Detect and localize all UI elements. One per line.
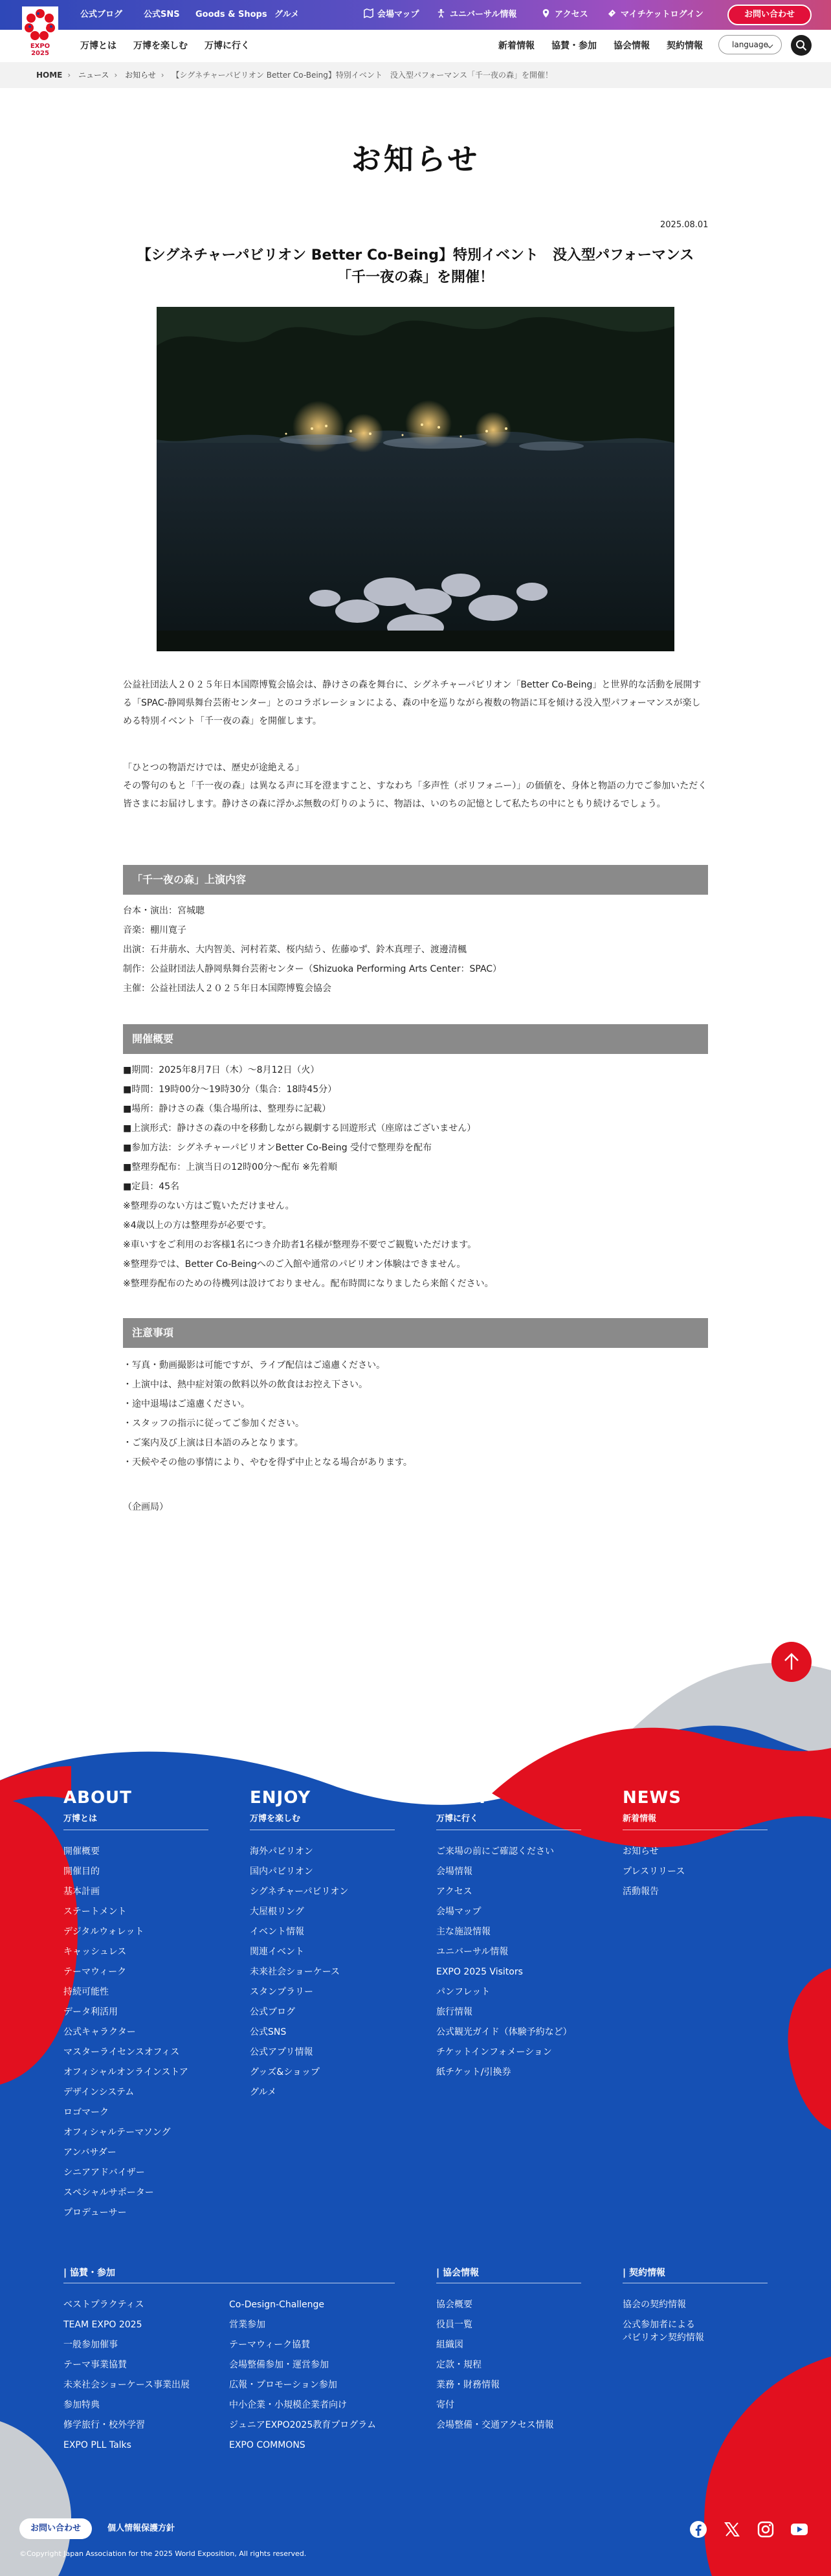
footer-sub-enjoy: 万博を楽しむ bbox=[250, 1814, 301, 1824]
footer-link[interactable]: 協会概要 bbox=[436, 2300, 472, 2310]
list-item: ■整理券配布：上演当日の12時00分～配布 ※先着順 bbox=[123, 1162, 338, 1172]
logo-text-year: 2025 bbox=[31, 50, 49, 57]
footer-link[interactable]: 組織図 bbox=[436, 2340, 463, 2350]
footer-link[interactable]: スタンプラリー bbox=[250, 1987, 313, 1997]
footer-contract-heading: | 契約情報 bbox=[623, 2268, 665, 2278]
footer-link[interactable]: ユニバーサル情報 bbox=[436, 1947, 509, 1957]
list-item: ・天候やその他の事情により、やむを得ず中止となる場合があります。 bbox=[123, 1457, 412, 1468]
footer-link[interactable]: 未来社会ショーケース bbox=[250, 1967, 340, 1977]
breadcrumb bbox=[0, 62, 831, 88]
util-map-label: 会場マップ bbox=[377, 10, 419, 19]
list-item: ・ご案内及び上演は日本語のみとなります。 bbox=[123, 1438, 304, 1448]
article-date: 2025.08.01 bbox=[660, 220, 709, 230]
logo-text-expo: EXPO bbox=[30, 43, 50, 50]
footer-link[interactable]: 営業参加 bbox=[229, 2320, 265, 2330]
nav-about[interactable]: 万博とは bbox=[80, 41, 116, 51]
footer-link[interactable]: お知らせ bbox=[623, 1846, 659, 1857]
breadcrumb-notices[interactable]: お知らせ bbox=[125, 71, 156, 80]
footer-link[interactable]: 修学旅行・校外学習 bbox=[63, 2420, 145, 2430]
footer-link[interactable]: 国内パビリオン bbox=[250, 1866, 313, 1877]
footer-link[interactable]: テーマウィーク bbox=[63, 1967, 127, 1977]
chevron-right-icon: › bbox=[161, 71, 164, 80]
footer-link[interactable]: データ利活用 bbox=[63, 2007, 118, 2017]
footer-link[interactable]: シグネチャーパビリオン bbox=[250, 1887, 349, 1897]
footer-link[interactable]: 大屋根リング bbox=[250, 1907, 304, 1917]
list-item: ■時間：19時00分～19時30分（集合：18時45分） bbox=[123, 1084, 337, 1095]
footer-link[interactable]: 寄付 bbox=[436, 2400, 454, 2410]
notes-list bbox=[123, 1356, 708, 1472]
header-contact-button[interactable]: お問い合わせ bbox=[727, 5, 812, 25]
list-item: ※4歳以上の方は整理券が必要です。 bbox=[123, 1220, 272, 1231]
footer-link[interactable]: 海外パビリオン bbox=[250, 1846, 313, 1857]
footer-link[interactable]: オフィシャルテーマソング bbox=[63, 2127, 171, 2138]
footer-link[interactable]: 会場情報 bbox=[436, 1866, 472, 1877]
article-quote: 「ひとつの物語だけでは、歴史が途絶える」 その警句のもと「千一夜の森」は異なる声に耳を澄ますこと、すなわち「多声性（ポリフォニー）」の価値を、身体と物語の力でご参加いただく皆さまにお届けします。静けさの森に浮かぶ無数の灯りのように、物語は、いのちの記憶として私たちの中にともり続けるでしょう。 bbox=[123, 763, 707, 809]
map-icon bbox=[364, 8, 373, 18]
list-item: ・上演中は、熱中症対策の飲料以外の飲食はお控え下さい。 bbox=[123, 1380, 368, 1390]
footer-link[interactable]: 一般参加催事 bbox=[63, 2340, 118, 2350]
instagram-icon[interactable] bbox=[756, 2520, 775, 2539]
performance-list bbox=[123, 901, 708, 998]
search-button[interactable] bbox=[791, 35, 812, 56]
list-item: 台本・演出：宮城聰 bbox=[123, 906, 205, 916]
footer-link[interactable]: スペシャルサポーター bbox=[63, 2188, 154, 2198]
footer-link[interactable]: EXPO COMMONS bbox=[229, 2440, 305, 2450]
section-heading-performance: 「千一夜の森」上演内容 bbox=[123, 865, 708, 895]
footer-link[interactable]: 会場マップ bbox=[436, 1907, 482, 1917]
footer-heading-about: ABOUT bbox=[63, 1788, 132, 1808]
article-intro: 公益社団法人２０２５年日本国際博覧会協会は、静けさの森を舞台に、シグネチャーパビリオン「Better Co-Being」と世界的な活動を展開する「SPAC-静岡県舞台芸術センター」とのコラボレーションによる、森の中を巡りながら複数の物語に耳を傾ける没入型パフォーマンスが楽しめる特別イベント「千一夜の森」を開催します。 bbox=[123, 680, 702, 726]
list-item: ※車いすをご利用のお客様1名につき介助者1名様が整理券不要でご観覧いただけます。 bbox=[123, 1240, 477, 1250]
breadcrumb-news[interactable]: ニュース bbox=[78, 71, 109, 80]
nav-contract[interactable]: 契約情報 bbox=[667, 41, 703, 51]
footer-link[interactable]: 会場整備・交通アクセス情報 bbox=[436, 2420, 554, 2430]
footer-contact-button[interactable]: お問い合わせ bbox=[19, 2518, 92, 2539]
footer-link[interactable]: アンバサダー bbox=[63, 2147, 116, 2158]
footer-link[interactable]: 役員一覧 bbox=[436, 2320, 472, 2330]
ticket-icon bbox=[607, 8, 617, 18]
nav-news[interactable]: 新着情報 bbox=[498, 41, 535, 51]
nav-sponsor[interactable]: 協賛・参加 bbox=[551, 41, 597, 51]
footer-link[interactable]: 業務・財務情報 bbox=[436, 2380, 500, 2390]
util-universal-link[interactable] bbox=[436, 0, 516, 30]
footer-sponsor-heading: | 協賛・参加 bbox=[63, 2268, 115, 2278]
list-item: ・スタッフの指示に従ってご参加ください。 bbox=[123, 1418, 304, 1429]
footer-link[interactable]: ロゴマーク bbox=[63, 2107, 109, 2118]
footer-link[interactable]: 公式アプリ情報 bbox=[250, 2047, 313, 2057]
search-icon bbox=[791, 35, 812, 56]
list-item: 出演：石井萠水、大内智美、河村若菜、桜内結う、佐藤ゆず、鈴木真理子、渡邊清楓 bbox=[123, 945, 467, 955]
footer-sub-about: 万博とは bbox=[63, 1814, 98, 1824]
list-item: 制作：公益財団法人静岡県舞台芸術センター（Shizuoka Performing Arts Center：SPAC） bbox=[123, 964, 502, 974]
footer-link[interactable]: 未来社会ショーケース事業出展 bbox=[63, 2380, 190, 2390]
chevron-right-icon: › bbox=[67, 71, 71, 80]
list-item: ・途中退場はご遠慮ください。 bbox=[123, 1399, 250, 1409]
footer-link[interactable]: グッズ&ショップ bbox=[250, 2067, 320, 2078]
footer-link[interactable]: オフィシャルオンラインストア bbox=[63, 2067, 188, 2078]
footer-link[interactable]: EXPO PLL Talks bbox=[63, 2440, 131, 2450]
section-heading-notes: 注意事項 bbox=[123, 1318, 708, 1348]
language-select[interactable]: language bbox=[718, 35, 782, 54]
footer-link[interactable]: プロデューサー bbox=[63, 2208, 127, 2218]
footer-link[interactable]: デジタルウォレット bbox=[63, 1927, 144, 1937]
footer-link[interactable]: 中小企業・小規模企業者向け bbox=[229, 2400, 347, 2410]
breadcrumb-home[interactable]: HOME bbox=[36, 71, 63, 80]
footer-link[interactable]: 主な施設情報 bbox=[436, 1927, 491, 1937]
util-universal-label: ユニバーサル情報 bbox=[450, 10, 517, 19]
list-item: 音楽：棚川寛子 bbox=[123, 925, 186, 935]
footer-heading-news: NEWS bbox=[623, 1788, 681, 1808]
copyright: ©Copyright Japan Association for the 2025 World Exposition, All rights reserved. bbox=[19, 2549, 307, 2558]
footer-link[interactable]: 持続可能性 bbox=[63, 1987, 109, 1997]
article-title: 【シグネチャーパビリオン Better Co-Being】特別イベント 没入型パフォーマンス「千一夜の森」を開催！ bbox=[137, 247, 694, 286]
list-item: ※整理券のない方はご覧いただけません。 bbox=[123, 1201, 294, 1211]
footer-link[interactable]: ベストプラクティス bbox=[63, 2300, 144, 2310]
footer-link[interactable]: Co-Design-Challenge bbox=[229, 2300, 325, 2310]
footer-link[interactable]: 公式参加者による パビリオン契約情報 bbox=[623, 2320, 704, 2343]
myaku-logo-icon bbox=[22, 6, 58, 43]
site-header bbox=[0, 0, 831, 62]
page-title: お知らせ bbox=[351, 142, 480, 177]
list-item: ※整理券配布のための待機列は設けておりません。配布時間になりましたら来館ください。 bbox=[123, 1279, 494, 1289]
footer-link[interactable]: EXPO 2025 Visitors bbox=[436, 1967, 523, 1977]
footer-link[interactable]: イベント情報 bbox=[250, 1927, 304, 1937]
footer-privacy-link[interactable]: 個人情報保護方針 bbox=[107, 2524, 175, 2533]
util-access-link[interactable] bbox=[541, 0, 588, 30]
page-top-button[interactable] bbox=[771, 1642, 812, 1682]
footer-link[interactable]: テーマ事業協賛 bbox=[63, 2360, 127, 2370]
breadcrumb-current: 【シグネチャーパビリオン Better Co-Being】特別イベント 没入型パフォーマンス「千一夜の森」を開催！ bbox=[172, 71, 553, 80]
list-item: ■上演形式：静けさの森の中を移動しながら観劇する回遊形式（座席はございません） bbox=[123, 1123, 476, 1134]
footer-link[interactable]: 公式キャラクター bbox=[63, 2027, 136, 2037]
footer-link[interactable]: 活動報告 bbox=[623, 1887, 659, 1897]
footer-link[interactable]: 協会の契約情報 bbox=[623, 2300, 686, 2310]
footer-link[interactable]: 開催目的 bbox=[63, 1866, 100, 1877]
footer-link[interactable]: 会場整備参加・運営参加 bbox=[229, 2360, 329, 2370]
footer-link[interactable]: キャッシュレス bbox=[63, 1947, 127, 1957]
footer-link[interactable]: 参加特典 bbox=[63, 2400, 100, 2410]
util-map-link[interactable] bbox=[364, 0, 419, 30]
list-item: ■場所：静けさの森（集合場所は、整理券に記載） bbox=[123, 1104, 331, 1114]
overview-list bbox=[123, 1060, 708, 1294]
footer-link[interactable]: テーマウィーク協賛 bbox=[229, 2340, 311, 2350]
nav-association[interactable]: 協会情報 bbox=[614, 41, 650, 51]
footer-link[interactable]: 開催概要 bbox=[63, 1846, 100, 1857]
footer-link[interactable]: ステートメント bbox=[63, 1907, 127, 1917]
footer-link[interactable]: チケットインフォメーション bbox=[436, 2047, 552, 2057]
facebook-icon[interactable] bbox=[689, 2520, 708, 2539]
article-department: （企画局） bbox=[123, 1502, 168, 1512]
footer-link[interactable]: 定款・規程 bbox=[436, 2360, 482, 2370]
location-icon bbox=[541, 8, 551, 18]
footer-link[interactable]: ご来場の前にご確認ください bbox=[436, 1846, 554, 1857]
footer-link[interactable]: 関連イベント bbox=[250, 1947, 304, 1957]
footer-heading-enjoy: ENJOY bbox=[250, 1788, 311, 1808]
x-icon[interactable] bbox=[722, 2520, 742, 2539]
footer-link[interactable]: 基本計画 bbox=[63, 1887, 100, 1897]
util-ticket-label: マイチケットログイン bbox=[621, 10, 704, 19]
footer-link[interactable]: マスターライセンスオフィス bbox=[63, 2047, 180, 2057]
article-hero-image bbox=[157, 307, 674, 651]
section-heading-overview: 開催概要 bbox=[123, 1024, 708, 1054]
universal-icon bbox=[436, 8, 446, 18]
footer-link[interactable]: 旅行情報 bbox=[436, 2007, 472, 2017]
footer-link[interactable]: 広報・プロモーション参加 bbox=[229, 2380, 337, 2390]
footer-link[interactable]: 公式SNS bbox=[250, 2027, 287, 2037]
footer-link[interactable]: 公式観光ガイド（体験予約など） bbox=[436, 2027, 572, 2037]
footer-sponsor-heading-text: 協賛・参加 bbox=[70, 2268, 115, 2278]
footer-sub-news: 新着情報 bbox=[623, 1814, 657, 1824]
footer-link[interactable]: プレスリリース bbox=[623, 1866, 685, 1877]
list-item: ■期間：2025年8月7日（木）～8月12日（火） bbox=[123, 1065, 320, 1075]
arrow-up-icon bbox=[771, 1642, 812, 1682]
list-item: ■参加方法：シグネチャーパビリオンBetter Co-Being 受付で整理券を配布 bbox=[123, 1143, 432, 1153]
list-item: 主催：公益社団法人２０２５年日本国際博覧会協会 bbox=[123, 983, 331, 994]
footer-link[interactable]: シニアアドバイザー bbox=[63, 2167, 145, 2178]
footer-link[interactable]: TEAM EXPO 2025 bbox=[63, 2320, 142, 2330]
expo-logo[interactable] bbox=[22, 6, 58, 62]
top-link-sns[interactable]: 公式SNS bbox=[144, 10, 180, 19]
footer-link[interactable]: デザインシステム bbox=[63, 2087, 135, 2098]
util-access-label: アクセス bbox=[555, 10, 588, 19]
footer-link[interactable]: 公式ブログ bbox=[250, 2007, 295, 2017]
footer-assoc-heading-text: 協会情報 bbox=[443, 2268, 479, 2278]
footer-link[interactable]: グルメ bbox=[250, 2087, 277, 2098]
footer-sub-visit: 万博に行く bbox=[436, 1814, 479, 1824]
list-item: ・写真・動画撮影は可能ですが、ライブ配信はご遠慮ください。 bbox=[123, 1360, 386, 1371]
util-ticket-link[interactable] bbox=[607, 0, 704, 30]
list-item: ※整理券では、Better Co-Beingへのご入館や通常のパビリオン体験はできません。 bbox=[123, 1259, 466, 1270]
nav-enjoy[interactable]: 万博を楽しむ bbox=[133, 41, 188, 51]
footer-link[interactable]: 紙チケット/引換券 bbox=[436, 2067, 511, 2078]
logo-text bbox=[22, 43, 58, 57]
footer-assoc-heading: | 協会情報 bbox=[436, 2268, 479, 2278]
youtube-icon[interactable] bbox=[790, 2520, 809, 2539]
footer-link[interactable]: ジュニアEXPO2025教育プログラム bbox=[229, 2420, 377, 2430]
footer-link[interactable]: パンフレット bbox=[436, 1987, 491, 1997]
footer-heading-visit: VISIT bbox=[436, 1788, 489, 1808]
footer-link[interactable]: アクセス bbox=[436, 1887, 472, 1897]
top-link-blog[interactable]: 公式ブログ bbox=[80, 10, 123, 19]
list-item: ■定員：45名 bbox=[123, 1182, 180, 1192]
top-link-gourmet[interactable]: グルメ bbox=[274, 10, 300, 19]
top-link-goods[interactable]: Goods & Shops bbox=[195, 10, 267, 19]
nav-visit[interactable]: 万博に行く bbox=[205, 41, 250, 51]
chevron-right-icon: › bbox=[114, 71, 118, 80]
footer-contract-heading-text: 契約情報 bbox=[629, 2268, 665, 2278]
